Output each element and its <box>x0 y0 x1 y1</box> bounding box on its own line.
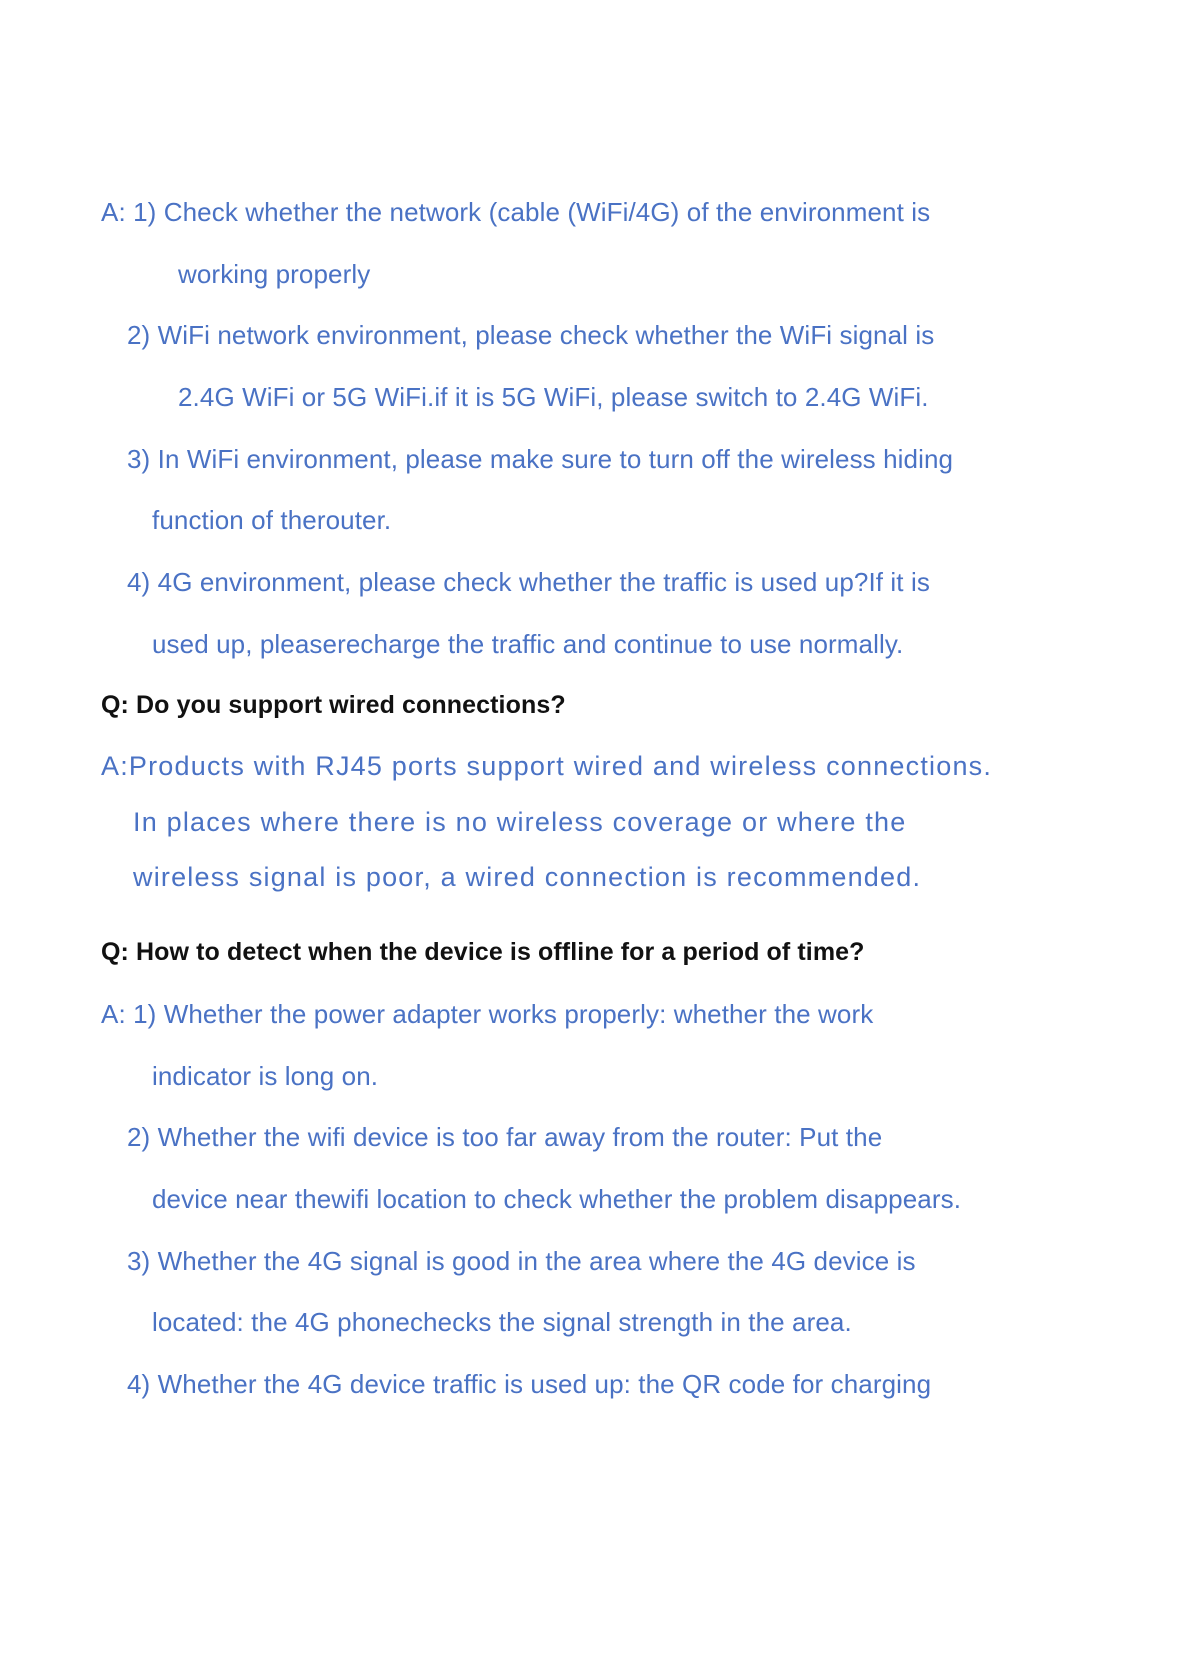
answer-line: working properly <box>178 259 371 289</box>
answer-line: 3) In WiFi environment, please make sure to turn off the wireless hiding <box>127 444 954 474</box>
answer-line: 4) Whether the 4G device traffic is used up: the QR code for charging <box>127 1369 932 1399</box>
answer-line: 3) Whether the 4G signal is good in the area where the 4G device is <box>127 1246 916 1276</box>
question-heading: Q: How to detect when the device is offline for a period of time? <box>101 938 865 966</box>
answer-line: 4) 4G environment, please check whether the traffic is used up?If it is <box>127 567 930 597</box>
answer-line: A: 1) Whether the power adapter works properly: whether the work <box>101 999 874 1029</box>
answer-line: 2) Whether the wifi device is too far away from the router: Put the <box>127 1122 883 1152</box>
answer-line: A: 1) Check whether the network (cable (WiFi/4G) of the environment is <box>101 197 931 227</box>
answer-line: indicator is long on. <box>152 1061 379 1091</box>
answer-line: used up, pleaserecharge the traffic and continue to use normally. <box>152 629 904 659</box>
answer-line: device near thewifi location to check whether the problem disappears. <box>152 1184 962 1214</box>
question-heading: Q: Do you support wired connections? <box>101 691 566 719</box>
answer-line: In places where there is no wireless coverage or where the <box>133 807 907 837</box>
answer-line: 2) WiFi network environment, please check whether the WiFi signal is <box>127 320 935 350</box>
answer-line: located: the 4G phonechecks the signal strength in the area. <box>152 1307 852 1337</box>
answer-line: 2.4G WiFi or 5G WiFi.if it is 5G WiFi, please switch to 2.4G WiFi. <box>178 382 929 412</box>
answer-line: function of therouter. <box>152 505 392 535</box>
answer-line: A:Products with RJ45 ports support wired and wireless connections. <box>101 751 993 781</box>
answer-line: wireless signal is poor, a wired connection is recommended. <box>133 862 922 892</box>
